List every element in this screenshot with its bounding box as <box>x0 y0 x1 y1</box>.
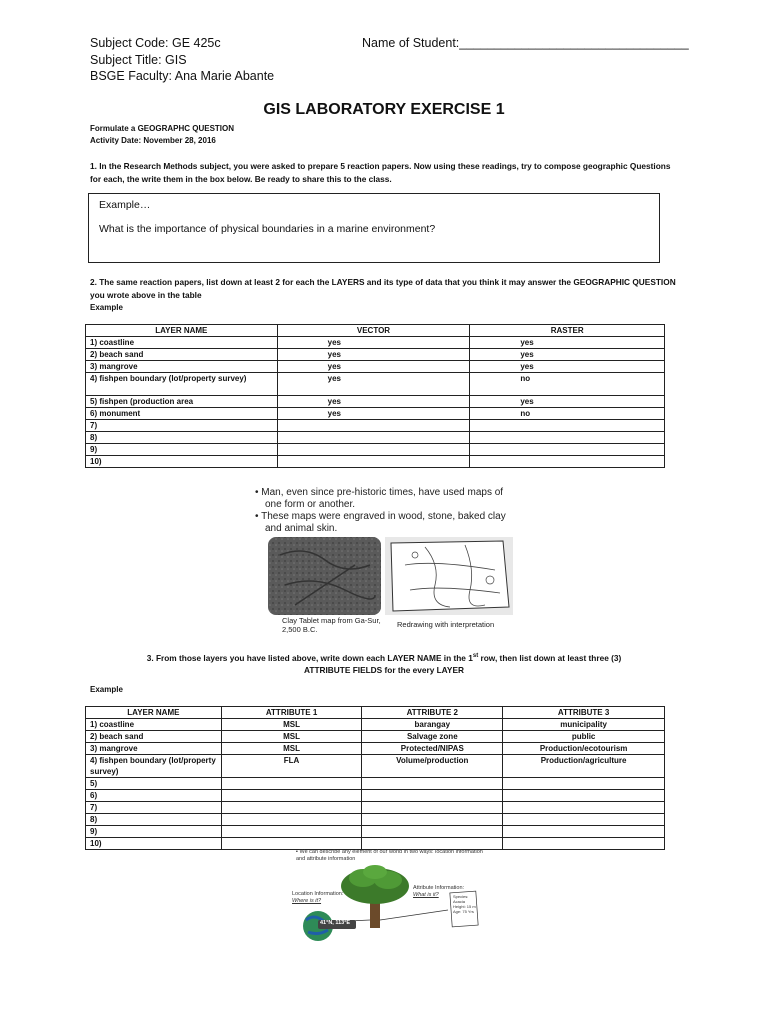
cell <box>503 778 665 790</box>
cell <box>470 444 665 456</box>
table-header-row <box>86 325 665 337</box>
question-3-text: row, then list down at least three (3) <box>478 652 622 663</box>
table-row <box>86 456 665 468</box>
coordinates-label: 41°N, 113°E <box>320 920 351 926</box>
cell <box>362 814 503 826</box>
cell: yes <box>277 396 470 408</box>
cell: 7) <box>86 802 222 814</box>
cell: 1) coastline <box>86 719 222 731</box>
cell <box>470 432 665 444</box>
cell <box>221 790 362 802</box>
cell: yes <box>277 408 470 420</box>
table-row <box>86 396 665 408</box>
cell: 8) <box>86 814 222 826</box>
cell: yes <box>470 361 665 373</box>
page-title: GIS LABORATORY EXERCISE 1 <box>263 101 505 118</box>
table-row <box>86 790 665 802</box>
cell: MSL <box>221 731 362 743</box>
cell: FLA <box>221 755 362 778</box>
layer-table <box>85 324 665 468</box>
superscript: st <box>472 653 479 659</box>
figure2-bullet-text: We can describe any element of our world in two ways: location information and attribute information <box>296 849 483 862</box>
cell: 6) <box>86 790 222 802</box>
cell: 3) mangrove <box>86 361 278 373</box>
example-label: Example… <box>99 199 151 211</box>
table-row <box>86 778 665 790</box>
cell <box>362 826 503 838</box>
cell <box>277 444 470 456</box>
cell: public <box>503 731 665 743</box>
bullet-item: • Man, even since pre-historic times, have used maps of one form or another. <box>255 487 504 510</box>
location-label <box>292 891 362 905</box>
attribute-card-text <box>453 894 477 914</box>
cell: 9) <box>86 826 222 838</box>
card-line: Species: Acacia <box>453 894 469 904</box>
cell: barangay <box>362 719 503 731</box>
cell: yes <box>277 373 470 396</box>
table-row <box>86 826 665 838</box>
subject-title: Subject Title: GIS <box>90 53 187 67</box>
cell: 3) mangrove <box>86 743 222 755</box>
table-row <box>86 814 665 826</box>
table-row <box>86 408 665 420</box>
cell: MSL <box>221 743 362 755</box>
header-cell: ATTRIBUTE 2 <box>362 707 503 719</box>
table-row <box>86 755 665 778</box>
cell <box>503 814 665 826</box>
figure2-bullet: ▪ We can describe any element of our world in two ways: location information and attribute information <box>296 849 483 862</box>
question-3-text: 3. From those layers you have listed above, write down each LAYER NAME in the 1 <box>146 652 473 663</box>
student-name-field: Name of Student:_________________________________ <box>362 36 689 50</box>
card-line: Age: 75 Yrs <box>453 909 474 914</box>
faculty: BSGE Faculty: Ana Marie Abante <box>90 69 275 83</box>
question-3-text: ATTRIBUTE FIELDS for the every LAYER <box>304 665 464 676</box>
cell <box>362 778 503 790</box>
cell: 5) fishpen (production area <box>86 396 278 408</box>
cell <box>362 838 503 850</box>
bullet-text: Man, even since pre-historic times, have used maps of one form or another. <box>261 487 504 510</box>
cell: Protected/NIPAS <box>362 743 503 755</box>
cell: 4) fishpen boundary (lot/property survey) <box>86 755 222 778</box>
attribute-question: What is it? <box>413 892 439 898</box>
clay-tablet-figure <box>265 535 517 617</box>
cell: Volume/production <box>362 755 503 778</box>
example-label-3: Example <box>90 685 123 694</box>
activity-date: Activity Date: November 28, 2016 <box>90 136 216 145</box>
cell: 4) fishpen boundary (lot/property survey) <box>86 373 278 396</box>
table-row <box>86 361 665 373</box>
cell: municipality <box>503 719 665 731</box>
table-header-row <box>86 707 665 719</box>
header-cell: RASTER <box>470 325 665 337</box>
table-row <box>86 731 665 743</box>
cell: 1) coastline <box>86 337 278 349</box>
figure1-caption-right: Redrawing with interpretation <box>397 620 495 629</box>
cell <box>221 826 362 838</box>
table-row <box>86 444 665 456</box>
subject-code: Subject Code: GE 425c <box>90 36 221 50</box>
cell <box>503 802 665 814</box>
question-2: 2. The same reaction papers, list down at least 2 for each the LAYERS and its type of data that you think it may answer the GEOGRAPHIC QUESTION you wrote above in the table <box>90 277 676 300</box>
cell: yes <box>470 349 665 361</box>
location-question: Where is it? <box>292 898 322 904</box>
cell <box>221 778 362 790</box>
cell: Production/agriculture <box>503 755 665 778</box>
cell <box>221 814 362 826</box>
location-label-text: Location Information: <box>292 891 344 897</box>
bullet-item: • These maps were engraved in wood, stone, baked clay and animal skin. <box>255 511 506 534</box>
cell: 2) beach sand <box>86 349 278 361</box>
header-cell: ATTRIBUTE 1 <box>221 707 362 719</box>
cell: no <box>470 408 665 420</box>
cell: Salvage zone <box>362 731 503 743</box>
table-row <box>86 337 665 349</box>
cell: no <box>470 373 665 396</box>
attribute-table <box>85 706 665 850</box>
example-question: What is the importance of physical boundaries in a marine environment? <box>99 223 436 235</box>
cell <box>470 456 665 468</box>
cell <box>277 456 470 468</box>
example-label-2: Example <box>90 303 123 312</box>
question-3 <box>0 650 768 677</box>
table-row <box>86 420 665 432</box>
table-row <box>86 719 665 731</box>
table-row <box>86 743 665 755</box>
cell: yes <box>277 361 470 373</box>
cell <box>503 790 665 802</box>
header-cell: LAYER NAME <box>86 325 278 337</box>
cell: yes <box>277 337 470 349</box>
clay-tablet-image <box>268 537 381 615</box>
cell: 8) <box>86 432 278 444</box>
cell <box>470 420 665 432</box>
table-row <box>86 349 665 361</box>
subtitle: Formulate a GEOGRAPHC QUESTION <box>90 124 235 133</box>
table-row <box>86 802 665 814</box>
cell: 10) <box>86 838 222 850</box>
cell <box>221 838 362 850</box>
cell: 2) beach sand <box>86 731 222 743</box>
header-cell: ATTRIBUTE 3 <box>503 707 665 719</box>
table-row <box>86 373 665 396</box>
cell: 5) <box>86 778 222 790</box>
cell: 10) <box>86 456 278 468</box>
header-cell: VECTOR <box>277 325 470 337</box>
figure1-bullets <box>255 487 520 535</box>
cell: yes <box>277 349 470 361</box>
cell: yes <box>470 337 665 349</box>
cell <box>277 432 470 444</box>
bullet-text: These maps were engraved in wood, stone, baked clay and animal skin. <box>261 511 506 534</box>
cell: MSL <box>221 719 362 731</box>
cell <box>221 802 362 814</box>
table-row <box>86 838 665 850</box>
cell: 6) monument <box>86 408 278 420</box>
cell: 7) <box>86 420 278 432</box>
attribute-label-text: Attribute Information: <box>413 885 465 891</box>
card-line: Height: 15 m <box>453 904 476 909</box>
cell: yes <box>470 396 665 408</box>
cell <box>277 420 470 432</box>
table-row <box>86 432 665 444</box>
cell: Production/ecotourism <box>503 743 665 755</box>
cell: 9) <box>86 444 278 456</box>
figure1-caption-left: Clay Tablet map from Ga-Sur, 2,500 B.C. <box>282 616 381 634</box>
header-cell: LAYER NAME <box>86 707 222 719</box>
cell <box>503 838 665 850</box>
cell <box>362 790 503 802</box>
example-box <box>88 193 660 263</box>
cell <box>362 802 503 814</box>
cell <box>503 826 665 838</box>
question-1: 1. In the Research Methods subject, you were asked to prepare 5 reaction papers. Now using these readings, try to compose geographic Questions for each, the write them in the box below. Be ready to share this to the class. <box>90 161 671 184</box>
